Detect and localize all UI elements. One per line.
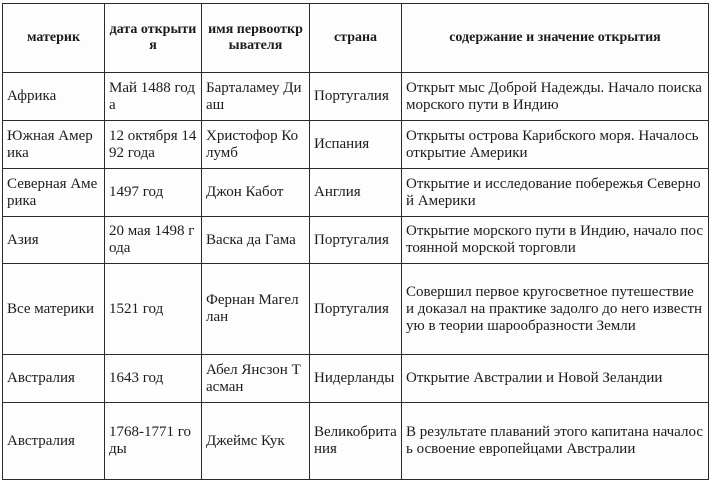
date-cell: 12 октября 1492 года <box>105 121 202 169</box>
continent-cell: Австралия <box>3 355 105 403</box>
discoverer-cell: Абел Янсзон Тасман <box>202 355 310 403</box>
country-cell: Португалия <box>310 73 402 121</box>
description-cell: Открытие и исследование побережья Северной Америки <box>402 169 709 217</box>
country-cell: Португалия <box>310 264 402 355</box>
table-row <box>3 264 709 355</box>
header-description: содержание и значение открытия <box>402 4 709 73</box>
continent-cell: Азия <box>3 217 105 264</box>
date-cell: Май 1488 года <box>105 73 202 121</box>
continent-cell: Южная Америка <box>3 121 105 169</box>
date-cell: 1521 год <box>105 264 202 355</box>
discoverer-cell: Джон Кабот <box>202 169 310 217</box>
description-cell: В результате плаваний этого капитана началось освоение европейцами Австралии <box>402 403 709 480</box>
header-row <box>3 4 709 73</box>
discoverer-cell: Васка да Гама <box>202 217 310 264</box>
date-cell: 1497 год <box>105 169 202 217</box>
table-row <box>3 355 709 403</box>
header-discoverer: имя первооткрывателя <box>202 4 310 73</box>
header-country: страна <box>310 4 402 73</box>
date-cell: 1768-1771 годы <box>105 403 202 480</box>
table-row <box>3 403 709 480</box>
table-row <box>3 169 709 217</box>
continent-cell: Северная Америка <box>3 169 105 217</box>
discoverer-cell: Фернан Магеллан <box>202 264 310 355</box>
description-cell: Открытие морского пути в Индию, начало постоянной морской торговли <box>402 217 709 264</box>
discoverer-cell: Джеймс Кук <box>202 403 310 480</box>
continent-cell: Австралия <box>3 403 105 480</box>
description-cell: Открытие Австралии и Новой Зеландии <box>402 355 709 403</box>
table-row <box>3 73 709 121</box>
header-date: дата открытия <box>105 4 202 73</box>
date-cell: 1643 год <box>105 355 202 403</box>
country-cell: Великобритания <box>310 403 402 480</box>
discoverer-cell: Барталамеу Диаш <box>202 73 310 121</box>
continent-cell: Африка <box>3 73 105 121</box>
country-cell: Нидерланды <box>310 355 402 403</box>
country-cell: Испания <box>310 121 402 169</box>
country-cell: Англия <box>310 169 402 217</box>
table-row <box>3 121 709 169</box>
date-cell: 20 мая 1498 года <box>105 217 202 264</box>
table-row <box>3 217 709 264</box>
header-continent: материк <box>3 4 105 73</box>
description-cell: Открыты острова Карибского моря. Началось открытие Америки <box>402 121 709 169</box>
description-cell: Открыт мыс Доброй Надежды. Начало поиска морского пути в Индию <box>402 73 709 121</box>
continent-cell: Все материки <box>3 264 105 355</box>
country-cell: Португалия <box>310 217 402 264</box>
description-cell: Совершил первое кругосветное путешествие и доказал на практике задолго до него известную в теории шарообразности Земли <box>402 264 709 355</box>
discoverer-cell: Христофор Колумб <box>202 121 310 169</box>
discoveries-table <box>2 3 709 480</box>
